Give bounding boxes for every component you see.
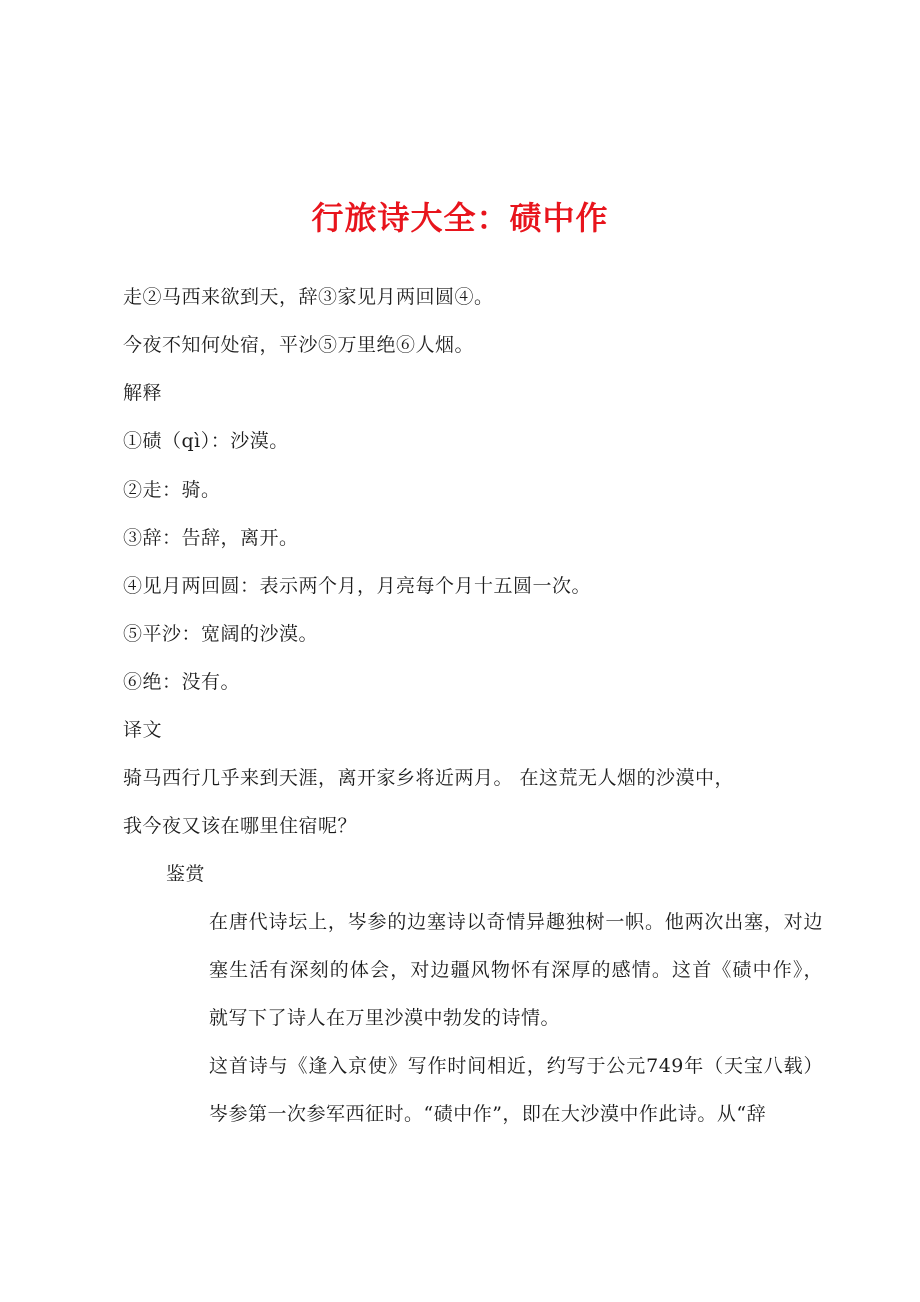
- appreciation-paragraph-1: [123, 898, 823, 1042]
- page-title: 行旅诗大全：碛中作: [311, 199, 609, 237]
- translation-line-2: 我今夜又该在哪里住宿呢？: [123, 815, 358, 837]
- appreciation-paragraph-2-text: 这首诗与《逢入京使》写作时间相近，约写于公元749年（天宝八载）岑参第一次参军西征时。“碛中作”，即在大沙漠中作此诗。从“辞: [209, 1055, 823, 1125]
- note-2: ②走：骑。: [123, 479, 221, 501]
- notes-heading: 解释: [123, 382, 163, 404]
- note-1: ①碛（qì）：沙漠。: [123, 430, 289, 452]
- appreciation-paragraph-1-text: 在唐代诗坛上，岑参的边塞诗以奇情异趣独树一帜。他两次出塞，对边塞生活有深刻的体会，对边疆风物怀有深厚的感情。这首《碛中作》，就写下了诗人在万里沙漠中勃发的诗情。: [209, 911, 823, 1029]
- poem-line-1: 走②马西来欲到天，辞③家见月两回圆④。: [123, 286, 494, 308]
- appreciation-paragraph-2: [123, 1042, 823, 1138]
- translation-heading: 译文: [123, 719, 163, 741]
- translation-line-1: 骑马西行几乎来到天涯，离开家乡将近两月。 在这荒无人烟的沙漠中，: [123, 767, 735, 789]
- note-3: ③辞：告辞，离开。: [123, 527, 299, 549]
- appreciation-heading: 鉴赏: [166, 863, 206, 885]
- note-4: ④见月两回圆：表示两个月，月亮每个月十五圆一次。: [123, 575, 592, 597]
- note-5: ⑤平沙：宽阔的沙漠。: [123, 623, 319, 645]
- note-6: ⑥绝：没有。: [123, 671, 241, 693]
- poem-line-2: 今夜不知何处宿，平沙⑤万里绝⑥人烟。: [123, 334, 475, 356]
